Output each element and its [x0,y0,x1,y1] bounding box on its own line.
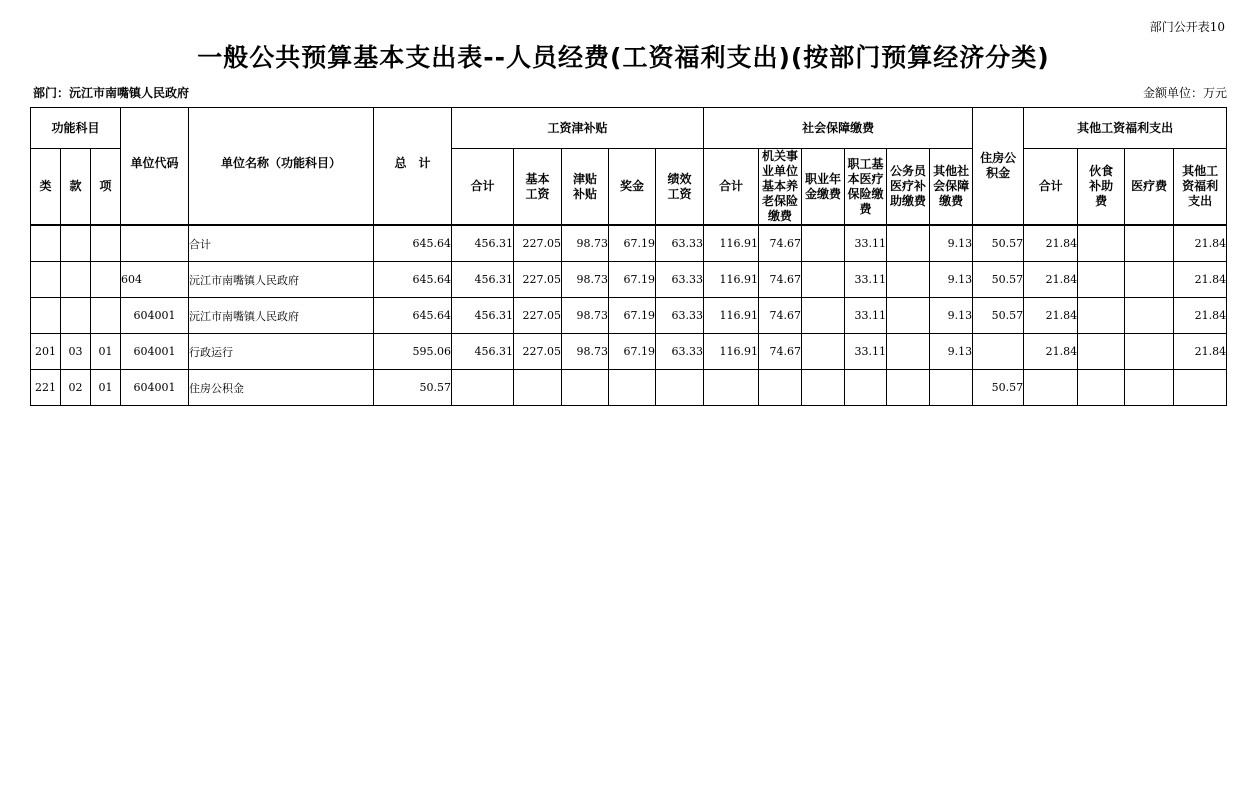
cell-value [1078,334,1125,370]
table-row [31,370,1227,406]
cell-value: 63.33 [656,334,704,370]
cell-value [802,334,845,370]
cell-value: 98.73 [562,262,609,298]
header-performance-wage: 绩效工资 [656,149,704,226]
cell-value: 456.31 [452,298,514,334]
cell-value: 33.11 [845,225,887,262]
cell-value [802,262,845,298]
cell-value: 63.33 [656,225,704,262]
cell-value: 21.84 [1024,262,1078,298]
cell-value: 98.73 [562,225,609,262]
cell-value: 227.05 [514,225,562,262]
cell-value [562,370,609,406]
cell-unit-name: 沅江市南嘴镇人民政府 [189,262,374,298]
header-xiang: 项 [91,149,121,226]
cell-kuan: 02 [61,370,91,406]
cell-value: 67.19 [609,262,656,298]
header-social-total: 合计 [704,149,759,226]
cell-value: 9.13 [930,225,973,262]
header-civil-servant-medical: 公务员医疗补助缴费 [887,149,930,226]
header-total: 总 计 [374,108,452,226]
cell-value: 67.19 [609,225,656,262]
cell-value: 21.84 [1024,225,1078,262]
header-other-group: 其他工资福利支出 [1024,108,1227,149]
cell-value: 50.57 [973,262,1024,298]
header-func-subject: 功能科目 [31,108,121,149]
header-social-group: 社会保障缴费 [704,108,973,149]
cell-value: 33.11 [845,334,887,370]
cell-unit-code: 604001 [121,370,189,406]
cell-value: 9.13 [930,298,973,334]
cell-value [704,370,759,406]
cell-xiang: 01 [91,334,121,370]
cell-value: 21.84 [1024,334,1078,370]
table-row [31,334,1227,370]
cell-value: 116.91 [704,334,759,370]
cell-value: 21.84 [1174,298,1227,334]
cell-value [759,370,802,406]
cell-value: 33.11 [845,298,887,334]
cell-value: 98.73 [562,334,609,370]
cell-value: 74.67 [759,225,802,262]
cell-value: 67.19 [609,298,656,334]
cell-value [887,225,930,262]
cell-xiang [91,298,121,334]
cell-value [845,370,887,406]
cell-value [1125,225,1174,262]
cell-value: 21.84 [1174,334,1227,370]
cell-value: 645.64 [374,298,452,334]
header-other-welfare: 其他工资福利支出 [1174,149,1227,226]
cell-value [1174,370,1227,406]
header-lei: 类 [31,149,61,226]
cell-unit-code [121,225,189,262]
cell-value: 456.31 [452,334,514,370]
cell-unit-code: 604 [121,262,189,298]
header-allowance: 津贴补贴 [562,149,609,226]
cell-value: 74.67 [759,298,802,334]
cell-value [1078,262,1125,298]
cell-lei [31,262,61,298]
cell-value: 645.64 [374,225,452,262]
cell-kuan [61,298,91,334]
header-meal-subsidy: 伙食补助费 [1078,149,1125,226]
cell-value: 67.19 [609,334,656,370]
table-row [31,298,1227,334]
header-medical: 职工基本医疗保险缴费 [845,149,887,226]
cell-value: 227.05 [514,262,562,298]
cell-value: 116.91 [704,225,759,262]
cell-lei [31,225,61,262]
cell-unit-name: 住房公积金 [189,370,374,406]
cell-unit-code: 604001 [121,334,189,370]
header-unit-name: 单位名称（功能科目） [189,108,374,226]
cell-kuan [61,225,91,262]
cell-value: 50.57 [973,225,1024,262]
cell-value: 227.05 [514,298,562,334]
cell-value: 50.57 [973,370,1024,406]
cell-value [452,370,514,406]
cell-value [930,370,973,406]
amount-unit-label: 金额单位：万元 [1142,86,1227,100]
header-wage-total: 合计 [452,149,514,226]
department-label: 部门：沅江市南嘴镇人民政府 [33,86,190,100]
cell-value [609,370,656,406]
cell-value [1125,262,1174,298]
cell-value [887,334,930,370]
header-other-total: 合计 [1024,149,1078,226]
cell-value: 116.91 [704,298,759,334]
cell-value: 116.91 [704,262,759,298]
cell-value [973,334,1024,370]
cell-value: 33.11 [845,262,887,298]
cell-value: 9.13 [930,262,973,298]
cell-value [1125,298,1174,334]
cell-value: 63.33 [656,298,704,334]
cell-value: 50.57 [374,370,452,406]
cell-unit-code: 604001 [121,298,189,334]
cell-kuan [61,262,91,298]
form-number: 部门公开表10 [1149,20,1225,34]
cell-value: 74.67 [759,334,802,370]
cell-value: 21.84 [1174,262,1227,298]
cell-value [802,298,845,334]
cell-value [887,370,930,406]
cell-value: 9.13 [930,334,973,370]
cell-value [656,370,704,406]
cell-value [1078,225,1125,262]
header-unit-code: 单位代码 [121,108,189,226]
header-other-social: 其他社会保障缴费 [930,149,973,226]
header-pension: 机关事业单位基本养老保险缴费 [759,149,802,226]
table-body [31,225,1227,406]
cell-value [802,225,845,262]
header-wage-group: 工资津补贴 [452,108,704,149]
header-medical-fee: 医疗费 [1125,149,1174,226]
cell-value: 21.84 [1024,298,1078,334]
cell-value [514,370,562,406]
header-housing-fund: 住房公积金 [973,108,1024,226]
cell-lei: 201 [31,334,61,370]
header-bonus: 奖金 [609,149,656,226]
cell-value: 98.73 [562,298,609,334]
cell-value: 595.06 [374,334,452,370]
cell-xiang [91,262,121,298]
table-row [31,262,1227,298]
header-occupational-annuity: 职业年金缴费 [802,149,845,226]
cell-lei: 221 [31,370,61,406]
cell-value [1078,298,1125,334]
page-title: 一般公共预算基本支出表--人员经费(工资福利支出)(按部门预算经济分类) [197,43,1050,72]
header-kuan: 款 [61,149,91,226]
cell-value: 21.84 [1174,225,1227,262]
cell-unit-name: 行政运行 [189,334,374,370]
cell-value: 645.64 [374,262,452,298]
cell-kuan: 03 [61,334,91,370]
cell-value [887,298,930,334]
budget-table [30,107,1227,406]
cell-value [1024,370,1078,406]
cell-xiang [91,225,121,262]
cell-value: 227.05 [514,334,562,370]
cell-value [802,370,845,406]
cell-value [1078,370,1125,406]
cell-unit-name: 沅江市南嘴镇人民政府 [189,298,374,334]
cell-value [1125,370,1174,406]
cell-xiang: 01 [91,370,121,406]
cell-value: 456.31 [452,262,514,298]
cell-unit-name: 合计 [189,225,374,262]
cell-value: 456.31 [452,225,514,262]
cell-value [887,262,930,298]
header-basic-wage: 基本工资 [514,149,562,226]
cell-lei [31,298,61,334]
cell-value: 63.33 [656,262,704,298]
cell-value: 50.57 [973,298,1024,334]
table-row [31,225,1227,262]
cell-value [1125,334,1174,370]
cell-value: 74.67 [759,262,802,298]
